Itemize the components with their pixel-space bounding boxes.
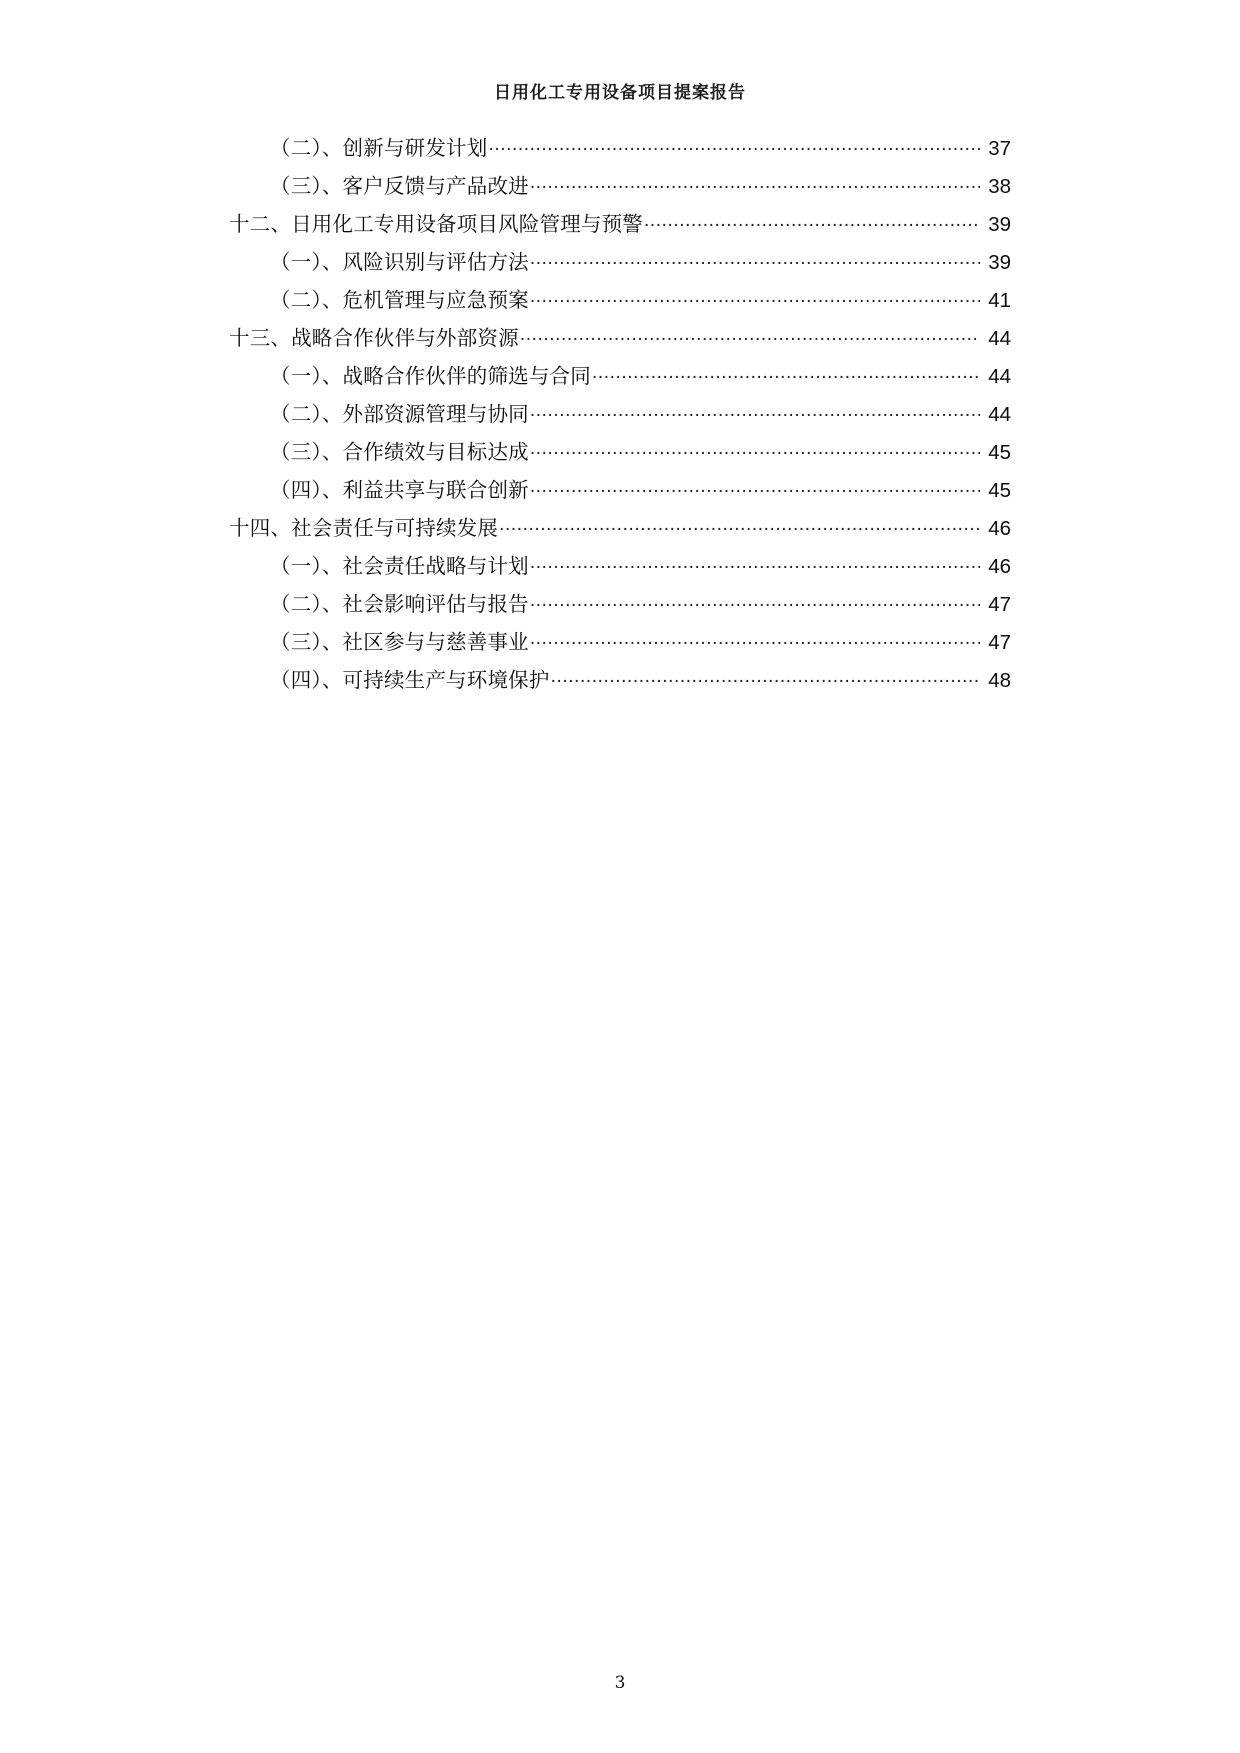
toc-entry[interactable] xyxy=(270,401,1011,426)
toc-entry[interactable] xyxy=(270,439,1011,464)
toc-entry-page-number: 45 xyxy=(988,479,1011,502)
toc-leader-dots xyxy=(530,553,980,574)
toc-entry-page-number: 47 xyxy=(988,631,1011,654)
toc-leader-dots xyxy=(530,249,980,270)
toc-leader-dots xyxy=(488,135,980,156)
page-number: 3 xyxy=(614,1673,626,1693)
toc-leader-dots xyxy=(530,287,980,308)
toc-entry-label: 十三、战略合作伙伴与外部资源 xyxy=(229,327,519,350)
toc-entry-label: （四）、可持续生产与环境保护 xyxy=(270,669,550,692)
toc-entry[interactable] xyxy=(270,553,1011,578)
toc-entry[interactable] xyxy=(270,249,1011,274)
toc-leader-dots xyxy=(530,629,980,650)
toc-entry-page-number: 46 xyxy=(988,555,1011,578)
toc-leader-dots xyxy=(592,363,980,384)
toc-entry-label: （一）、战略合作伙伴的筛选与合同 xyxy=(270,365,591,388)
toc-entry[interactable] xyxy=(270,591,1011,616)
toc-entry[interactable] xyxy=(270,667,1011,692)
toc-entry-page-number: 44 xyxy=(988,365,1011,388)
toc-entry-page-number: 44 xyxy=(988,327,1011,350)
toc-entry[interactable] xyxy=(270,135,1011,160)
toc-entry-page-number: 48 xyxy=(988,669,1011,692)
page-header: 日用化工专用设备项目提案报告 xyxy=(494,83,746,103)
toc-entry-page-number: 39 xyxy=(988,213,1011,236)
toc-entry-label: （三）、社区参与与慈善事业 xyxy=(270,631,529,654)
toc-entry-page-number: 41 xyxy=(988,289,1011,312)
toc-leader-dots xyxy=(530,439,980,460)
toc-leader-dots xyxy=(644,211,980,232)
toc-leader-dots xyxy=(530,173,980,194)
toc-entry-page-number: 46 xyxy=(988,517,1011,540)
toc-entry-label: 十四、社会责任与可持续发展 xyxy=(229,517,499,540)
toc-entry[interactable] xyxy=(229,515,1011,540)
toc-entry-label: （一）、社会责任战略与计划 xyxy=(270,555,529,578)
toc-leader-dots xyxy=(520,325,980,346)
toc-leader-dots xyxy=(530,591,980,612)
toc-entry-label: （二）、创新与研发计划 xyxy=(270,137,488,160)
toc-entry[interactable] xyxy=(270,173,1011,198)
toc-leader-dots xyxy=(499,515,980,536)
toc-entry-label: 十二、日用化工专用设备项目风险管理与预警 xyxy=(229,213,643,236)
toc-leader-dots xyxy=(530,401,980,422)
toc-entry-label: （一）、风险识别与评估方法 xyxy=(270,251,529,274)
toc-entry[interactable] xyxy=(270,629,1011,654)
toc-entry-page-number: 37 xyxy=(988,137,1011,160)
toc-entry-label: （四）、利益共享与联合创新 xyxy=(270,479,529,502)
toc-entry[interactable] xyxy=(229,325,1011,350)
toc-entry[interactable] xyxy=(229,211,1011,236)
toc-leader-dots xyxy=(530,477,980,498)
toc-entry-page-number: 39 xyxy=(988,251,1011,274)
toc-entry-label: （二）、外部资源管理与协同 xyxy=(270,403,529,426)
toc-entry-page-number: 38 xyxy=(988,175,1011,198)
toc-entry-page-number: 44 xyxy=(988,403,1011,426)
toc-leader-dots xyxy=(551,667,980,688)
toc-entry-label: （二）、社会影响评估与报告 xyxy=(270,593,529,616)
toc-entry[interactable] xyxy=(270,477,1011,502)
toc-entry-page-number: 47 xyxy=(988,593,1011,616)
toc-entry-page-number: 45 xyxy=(988,441,1011,464)
toc-entry-label: （三）、客户反馈与产品改进 xyxy=(270,175,529,198)
toc-entry-label: （二）、危机管理与应急预案 xyxy=(270,289,529,312)
table-of-contents xyxy=(229,103,1011,692)
toc-entry[interactable] xyxy=(270,363,1011,388)
toc-entry-label: （三）、合作绩效与目标达成 xyxy=(270,441,529,464)
toc-entry[interactable] xyxy=(270,287,1011,312)
